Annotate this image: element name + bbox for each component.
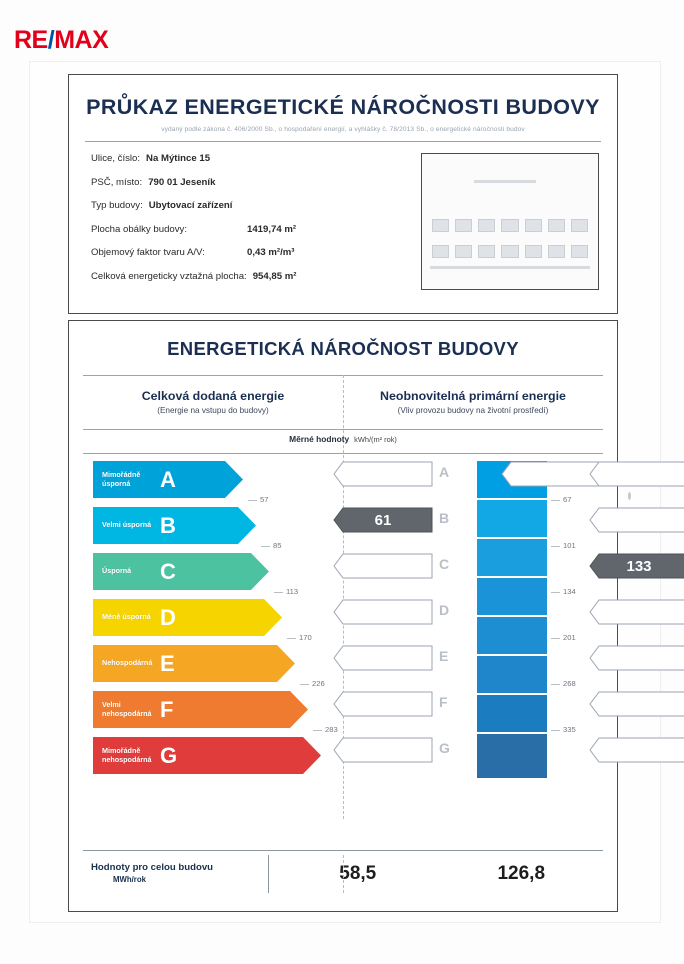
left-tick: 226: [312, 679, 325, 688]
units-label: Měrné hodnoty: [289, 434, 350, 444]
class-letter: B: [160, 512, 176, 538]
left-marker-e: [333, 645, 449, 676]
class-label: Nehospodárná: [102, 658, 153, 668]
primary-bar-e: [477, 617, 547, 654]
marker-outline-icon: [333, 691, 433, 717]
totals-divider: [268, 855, 269, 893]
right-value: 133: [626, 557, 652, 575]
left-column-title: Celková dodaná energie: [141, 389, 285, 403]
info-label: Typ budovy:: [91, 200, 143, 211]
primary-bar-f: [477, 656, 547, 693]
info-value: Na Mýtince 15: [146, 153, 211, 164]
left-tick: 170: [299, 633, 312, 642]
left-value: 61: [374, 511, 392, 529]
class-letter: E: [160, 650, 175, 676]
marker-letter: C: [439, 556, 450, 572]
right-tick: 268: [563, 679, 576, 688]
rating-divider-2: [83, 429, 603, 430]
scan-artifact: [628, 492, 631, 500]
logo-max: MAX: [54, 26, 109, 54]
class-label: Méně úsporná: [102, 612, 151, 622]
left-column-subtitle: (Energie na vstupu do budovy): [157, 406, 269, 415]
info-value: 954,85 m²: [252, 270, 297, 282]
info-value: 790 01 Jeseník: [148, 176, 216, 188]
class-label: Velmi nehospodárná: [102, 700, 152, 718]
units-value: kWh/(m² rok): [354, 435, 397, 444]
primary-bar-b: [477, 500, 547, 537]
marker-letter: G: [439, 740, 450, 756]
right-marker-slot-d: [589, 599, 684, 630]
class-label: Mimořádně úsporná: [102, 470, 141, 488]
class-band-g: [93, 737, 321, 774]
class-label: Velmi úsporná: [102, 520, 152, 530]
marker-letter: B: [439, 510, 450, 526]
primary-bar-c: [477, 539, 547, 576]
right-tick: 201: [563, 633, 576, 642]
marker-outline-icon: [333, 645, 433, 671]
left-marker-a: [333, 461, 450, 492]
info-row: [91, 271, 391, 282]
totals-unit: MWh/rok: [113, 875, 146, 885]
left-marker-f: [333, 691, 448, 722]
marker-outline-icon: [501, 461, 601, 487]
right-column-subtitle: (Vliv provozu budovy na životní prostředí): [397, 406, 549, 415]
logo-re: RE: [14, 26, 48, 54]
right-marker-slot-c-selected: [589, 553, 684, 584]
right-marker-slot-f: [589, 691, 684, 722]
info-label: Objemový faktor tvaru A/V:: [91, 247, 205, 258]
info-row: [91, 224, 391, 235]
info-row: [91, 153, 391, 164]
right-tick: 335: [563, 725, 576, 734]
marker-letter: A: [439, 464, 450, 480]
left-tick: 283: [325, 725, 338, 734]
info-value: 0,43 m²/m³: [247, 247, 295, 258]
left-tick: 57: [260, 495, 269, 504]
info-row: [91, 177, 391, 188]
energy-rating-panel: [68, 320, 652, 912]
right-marker-slot-g: [589, 737, 684, 768]
marker-outline-icon: [333, 461, 433, 487]
class-band-c: [93, 553, 269, 590]
info-label: Ulice, číslo:: [91, 153, 141, 164]
class-band-e: [93, 645, 295, 682]
primary-bar-h: [477, 734, 547, 778]
totals-center-divider: [343, 855, 344, 893]
left-marker-b-selected: [333, 507, 450, 538]
class-label: Úsporná: [102, 566, 132, 576]
certificate-header-panel: [68, 74, 618, 314]
total-left: 58,5: [339, 863, 377, 884]
info-row: [91, 247, 391, 258]
header-divider: [85, 141, 601, 142]
marker-outline-icon: [589, 461, 684, 487]
info-value: 1419,74 m²: [247, 223, 297, 235]
marker-outline-icon: [589, 737, 684, 763]
right-tick: 101: [563, 541, 576, 550]
marker-outline-icon: [589, 645, 684, 671]
building-info-list: [91, 153, 391, 294]
totals-label: [83, 862, 276, 885]
marker-outline-icon: [589, 691, 684, 717]
info-label: Plocha obálky budovy:: [91, 223, 187, 235]
class-band-d: [93, 599, 282, 636]
right-tick: 134: [563, 587, 576, 596]
right-marker-slot-b: [589, 507, 684, 538]
right-column-title: Neobnovitelná primární energie: [380, 389, 566, 403]
left-marker-g: [333, 737, 450, 768]
class-letter: F: [160, 696, 174, 722]
class-band-a: [93, 461, 243, 498]
primary-bar-g: [477, 695, 547, 732]
info-value: Ubytovací zařízení: [148, 200, 233, 211]
marker-outline-icon: [589, 599, 684, 625]
certificate-subtitle: vydaný podle zákona č. 406/2000 Sb., o hospodaření energií, a vyhlášky č. 78/2013 Sb., o energetické náročnosti budov: [161, 126, 525, 133]
left-tick: 113: [286, 587, 299, 596]
totals-row: [83, 850, 603, 897]
marker-outline-icon: [333, 599, 433, 625]
left-tick: 85: [273, 541, 282, 550]
left-marker-c: [333, 553, 450, 584]
info-label: Celková energeticky vztažná plocha:: [91, 270, 247, 282]
marker-letter: E: [439, 648, 449, 664]
class-letter: D: [160, 604, 176, 630]
class-letter: C: [160, 558, 176, 584]
right-marker-a: [501, 461, 601, 492]
rating-divider-3: [83, 453, 603, 454]
marker-outline-icon: [333, 737, 433, 763]
right-marker-slot-e: [589, 645, 684, 676]
total-right: 126,8: [497, 863, 546, 884]
left-marker-d: [333, 599, 450, 630]
info-row: [91, 200, 391, 211]
right-marker-slot-a: [589, 461, 684, 492]
left-column-header: [83, 379, 343, 415]
rating-section-title: ENERGETICKÁ NÁROČNOST BUDOVY: [167, 338, 519, 359]
right-tick: 67: [563, 495, 572, 504]
building-photo: [421, 153, 599, 290]
class-band-b: [93, 507, 256, 544]
class-letter: A: [160, 466, 176, 492]
logo-slash: /: [47, 26, 55, 54]
scanned-sheet: [30, 62, 660, 922]
remax-logo: [14, 26, 108, 55]
right-column-header: [343, 379, 603, 415]
units-row: [69, 434, 617, 444]
info-label: PSČ, místo:: [91, 176, 143, 188]
marker-letter: F: [439, 694, 448, 710]
primary-bar-d: [477, 578, 547, 615]
marker-outline-icon: [589, 507, 684, 533]
certificate-title: PRŮKAZ ENERGETICKÉ NÁROČNOSTI BUDOVY: [86, 95, 600, 119]
class-letter: G: [160, 742, 178, 768]
class-band-f: [93, 691, 308, 728]
class-label: Mimořádně nehospodárná: [102, 746, 152, 764]
marker-letter: D: [439, 602, 450, 618]
energy-scale: [83, 461, 652, 821]
marker-outline-icon: [333, 553, 433, 579]
totals-label-text: Hodnoty pro celou budovu: [91, 862, 214, 874]
